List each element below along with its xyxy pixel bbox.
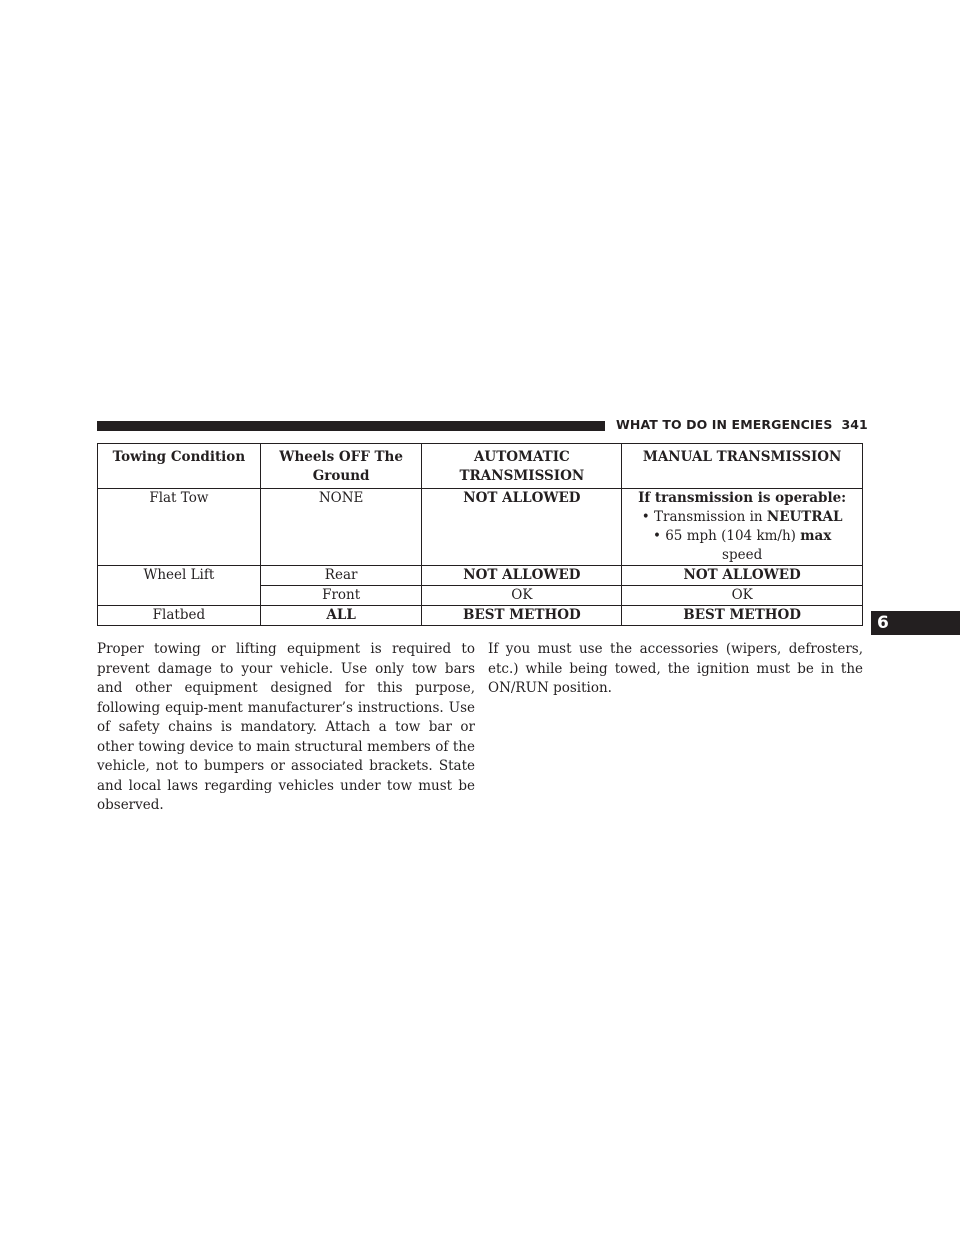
header-manual: MANUAL TRANSMISSION <box>622 444 863 489</box>
section-title: WHAT TO DO IN EMERGENCIES <box>616 417 833 432</box>
flat-tow-wheels: NONE <box>260 489 422 566</box>
flatbed-condition: Flatbed <box>98 606 261 626</box>
towing-equipment-paragraph: Proper towing or lifting equipment is required to prevent damage to your vehicle. Use only tow bars and other equipment designed for this purpose, following equip-ment manufacturer’s instructions. Use of safety chains is mandatory. Attach a tow bar or other towing device to main structural members of the vehicle, not to bumpers or associated brackets. State and local laws regarding vehicles under tow must be observed. <box>97 641 475 813</box>
bullet-bold: NEUTRAL <box>766 509 843 525</box>
bullet-tail: speed <box>722 547 763 563</box>
wheel-lift-rear-manual: NOT ALLOWED <box>622 566 863 586</box>
flatbed-wheels: ALL <box>260 606 422 626</box>
wheel-lift-rear-wheels: Rear <box>260 566 422 586</box>
wheel-lift-front-wheels: Front <box>260 586 422 606</box>
flat-tow-manual-bullet <box>626 508 858 527</box>
header-towing-condition: Towing Condition <box>98 444 261 489</box>
table-row <box>98 489 863 566</box>
towing-table <box>97 443 863 626</box>
wheel-lift-front-manual: OK <box>622 586 863 606</box>
flat-tow-manual-heading: If transmission is operable: <box>638 490 847 506</box>
bullet-text: 65 mph (104 km/h) <box>665 528 801 544</box>
chapter-tab: 6 <box>871 611 960 635</box>
flat-tow-manual-bullet <box>626 527 858 565</box>
accessories-paragraph: If you must use the accessories (wipers, defrosters, etc.) while being towed, the ignition must be in the ON/RUN position. <box>488 641 863 696</box>
header-wheels-off: Wheels OFF The Ground <box>260 444 422 489</box>
bullet-bold: max <box>800 528 832 544</box>
table-header-row <box>98 444 863 489</box>
wheel-lift-rear-automatic: NOT ALLOWED <box>422 566 622 586</box>
flat-tow-manual <box>622 489 863 566</box>
body-column-left <box>97 640 475 816</box>
body-column-right <box>488 640 863 699</box>
flat-tow-automatic: NOT ALLOWED <box>422 489 622 566</box>
table-row <box>98 606 863 626</box>
wheel-lift-front-automatic: OK <box>422 586 622 606</box>
flatbed-automatic: BEST METHOD <box>422 606 622 626</box>
header-rule <box>97 421 605 431</box>
header-automatic: AUTOMATIC TRANSMISSION <box>422 444 622 489</box>
running-header <box>616 417 868 432</box>
flat-tow-condition: Flat Tow <box>98 489 261 566</box>
table-row <box>98 566 863 586</box>
wheel-lift-condition: Wheel Lift <box>98 566 261 606</box>
bullet-text: Transmission in <box>654 509 767 525</box>
flatbed-manual: BEST METHOD <box>622 606 863 626</box>
page-number: 341 <box>841 417 868 432</box>
